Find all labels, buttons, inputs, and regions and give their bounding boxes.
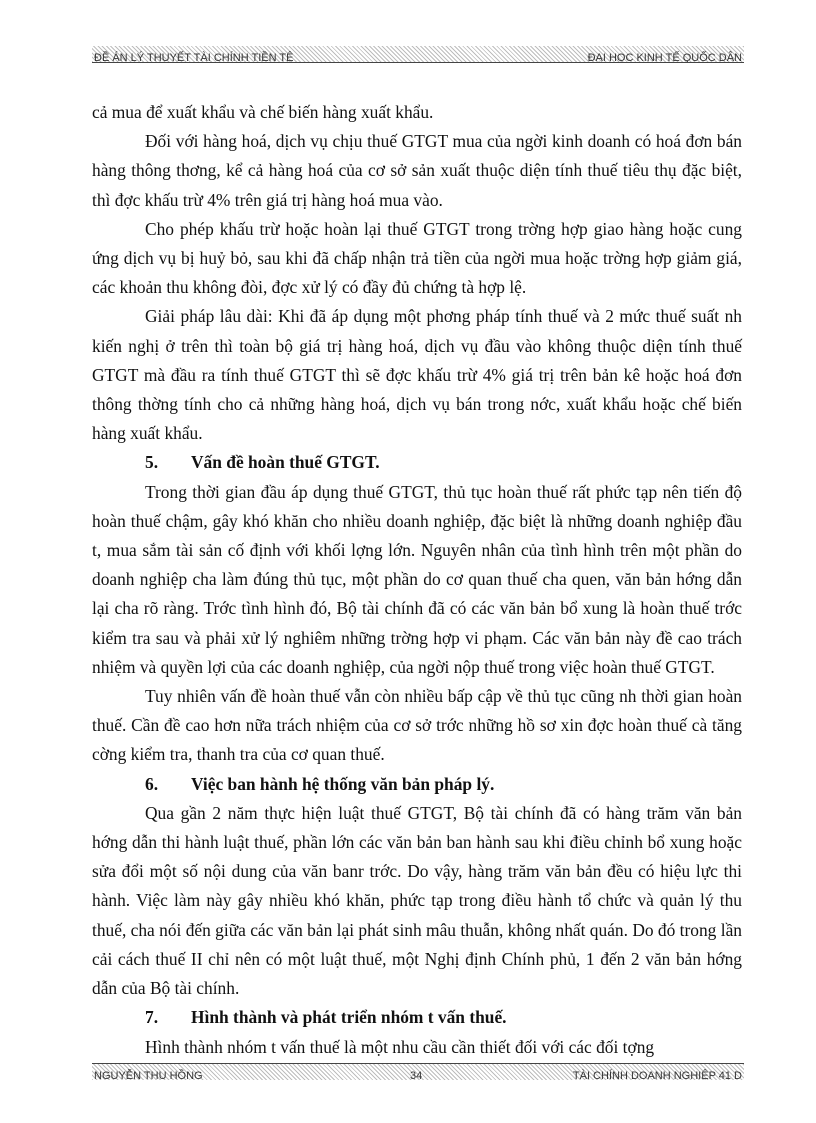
paragraph: Tuy nhiên vấn đề hoàn thuế vẫn còn nhiều bấp cập về thủ tục cũng nh thời gian hoàn thuế. Cần đề cao hơn nữa trách nhiệm của cơ sở trớc những hồ sơ xin đợc hoàn thuế cà tăng cờng kiểm tra, thanh tra của cơ quan thuế. [92,686,742,765]
header-right-title: ĐẠI HỌC KINH TẾ QUỐC DÂN [587,52,742,63]
section-heading-6 [92,770,742,799]
paragraph: cả mua để xuất khẩu và chế biến hàng xuất khẩu. [92,102,434,122]
paragraph: Trong thời gian đầu áp dụng thuế GTGT, thủ tục hoàn thuế rất phức tạp nên tiến độ hoàn thuế chậm, gây khó khăn cho nhiều doanh nghiệp, đặc biệt là những doanh nghiệp đầu t, mua sắm tài sản cố định với khối lợng lớn. Nguyên nhân của tình hình trên một phần do doanh nghiệp cha làm đúng thủ tục, một phần do cơ quan thuế cha quen, văn bản hớng dẫn lại cha rõ ràng. Trớc tình hình đó, Bộ tài chính đã có các văn bản bổ xung là hoàn thuế trớc kiểm tra sau và phải xử lý nghiêm những trờng hợp vi phạm. Các văn bản này đề cao trách nhiệm và quyền lợi của các doanh nghiệp, của ngời nộp thuế trong việc hoàn thuế GTGT. [92,481,742,677]
paragraph: Giải pháp lâu dài: Khi đã áp dụng một phơng pháp tính thuế và 2 mức thuế suất nh kiến nghị ở trên thì toàn bộ giá trị hàng hoá, dịch vụ đầu vào không thuộc diện tính thuế GTGT mà đầu ra tính thuế GTGT thì sẽ đợc khấu trừ 4% giá trị trên bản kê hoặc hoá đơn thông thờng tính cho cả những hàng hoá, dịch vụ bán trong nớc, xuất khẩu hoặc chế biến hàng xuất khẩu. [92,306,742,444]
section-heading-5 [92,448,742,477]
section-number: 5. [145,452,159,473]
section-title: Việc ban hành hệ thống văn bản pháp lý. [191,773,495,794]
footer-class: TÀI CHÍNH DOANH NGHIỆP 41 D [572,1070,742,1080]
paragraph: Cho phép khấu trừ hoặc hoàn lại thuế GTGT trong trờng hợp giao hàng hoặc cung ứng dịch vụ bị huỷ bỏ, sau khi đã chấp nhận trả tiền của ngời mua hoặc trờng hợp giảm giá, các khoản thu không đòi, đợc xử lý có đầy đủ chứng tà hợp lệ. [92,218,742,298]
paragraph: Qua gần 2 năm thực hiện luật thuế GTGT, Bộ tài chính đã có hàng trăm văn bản hớng dẫn thi hành luật thuế, phần lớn các văn bản ban hành sau khi điều chỉnh bổ xung hoặc sửa đổi một số nội dung của văn banr trớc. Do vậy, hàng trăm văn bản đều có hiệu lực thi hành. Việc làm này gây nhiều khó khăn, phức tạp trong điều hành tổ chức và quản lý thu thuế, cha nói đến giữa các văn bản lại phát sinh mâu thuẫn, không nhất quán. Do đó trong lần cải cách thuế II chỉ nên có một luật thuế, một Nghị định Chính phủ, 1 đến 2 văn bản hớng dẫn của Bộ tài chính. [92,802,742,999]
document-body [92,98,742,1062]
section-title: Hình thành và phát triển nhóm t vấn thuế. [191,1007,507,1028]
section-heading-7 [92,1003,742,1032]
footer-author: NGUYỄN THU HỒNG [94,1070,203,1080]
page-header [92,46,744,63]
header-left-title: ĐỀ ÁN LÝ THUYẾT TÀI CHÍNH TIỀN TỆ [94,52,294,63]
page-footer [92,1063,744,1080]
section-number: 6. [145,773,159,794]
section-title: Vấn đề hoàn thuế GTGT. [191,452,380,473]
paragraph: Hình thành nhóm t vấn thuế là một nhu cầu cần thiết đối với các đối tợng [145,1036,655,1057]
section-number: 7. [145,1007,159,1028]
paragraph: Đối với hàng hoá, dịch vụ chịu thuế GTGT mua của ngời kinh doanh có hoá đơn bán hàng thông thơng, kể cả hàng hoá của cơ sở sản xuất thuộc diện tính thuế tiêu thụ đặc biệt, thì đợc khấu trừ 4% trên giá trị hàng hoá mua vào. [92,131,742,210]
page-number: 34 [410,1070,423,1080]
